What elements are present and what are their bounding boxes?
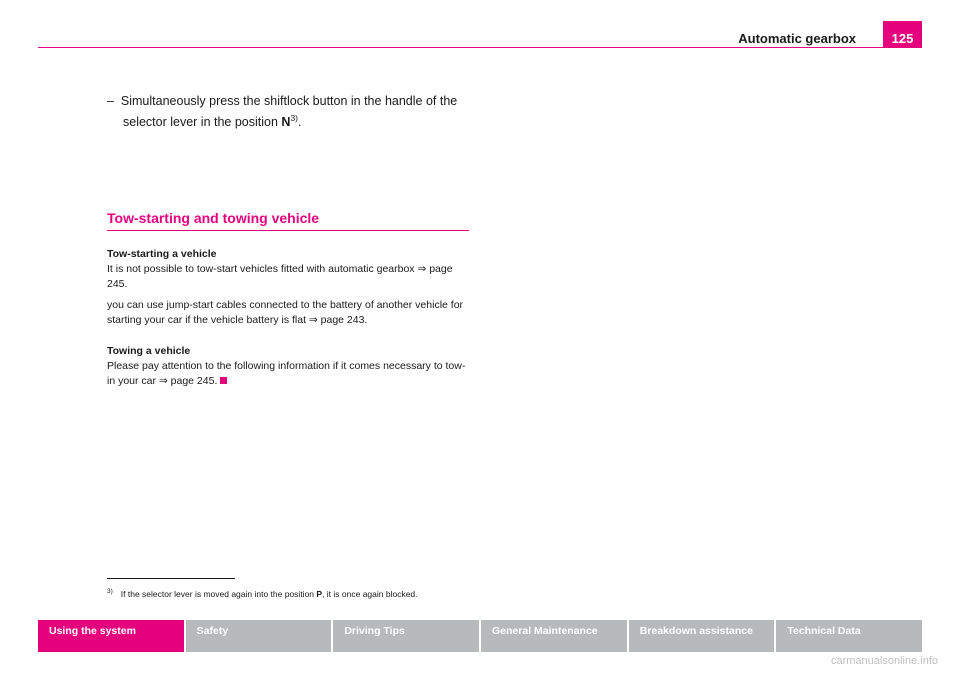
footnote-reference[interactable]: 3)	[290, 113, 299, 123]
footnote-position-label: P	[316, 588, 323, 599]
nav-tab-general-maintenance[interactable]: General Maintenance	[481, 620, 627, 652]
footnote-text-after: , it is once again blocked.	[322, 588, 418, 599]
end-of-section-icon	[220, 377, 227, 384]
page-number: 125	[883, 21, 922, 48]
page-header-title: Automatic gearbox	[738, 31, 856, 46]
instruction-step	[107, 93, 469, 131]
nav-tab-driving-tips[interactable]: Driving Tips	[333, 620, 479, 652]
section-heading: Tow-starting and towing vehicle	[107, 210, 469, 231]
footnote-rule	[107, 578, 235, 579]
step-position-label: N	[281, 115, 291, 130]
step-text: Simultaneously press the shiftlock button in the handle of the selector lever in the position	[120, 94, 458, 130]
main-content	[107, 93, 469, 395]
nav-tab-using-the-system[interactable]: Using the system	[38, 620, 184, 652]
nav-tab-technical-data[interactable]: Technical Data	[776, 620, 922, 652]
footnote-text-before: If the selector lever is moved again into the position	[120, 588, 317, 599]
nav-tab-safety[interactable]: Safety	[186, 620, 332, 652]
nav-tab-breakdown-assistance[interactable]: Breakdown assistance	[629, 620, 775, 652]
subheading-tow-starting: Tow-starting a vehicle	[107, 248, 217, 261]
subheading-towing: Towing a vehicle	[107, 345, 191, 358]
paragraph-towing-text: Please pay attention to the following information if it comes necessary to tow-in your car ⇒ page 245.	[107, 360, 466, 388]
step-suffix: .	[298, 115, 302, 130]
watermark: carmanualsonline.info	[830, 655, 938, 667]
paragraph-tow-start: It is not possible to tow-start vehicles fitted with automatic gearbox ⇒ page 245.	[107, 263, 453, 291]
step-dash: –	[107, 94, 114, 108]
footnote	[107, 586, 418, 600]
header-rule	[38, 47, 922, 48]
paragraph-jump-start: you can use jump-start cables connected to the battery of another vehicle for starting your car if the vehicle battery is flat ⇒ page 243.	[107, 299, 464, 327]
section-nav-bar	[38, 620, 922, 652]
footnote-mark: 3)	[107, 588, 113, 595]
paragraph-towing	[107, 359, 469, 389]
